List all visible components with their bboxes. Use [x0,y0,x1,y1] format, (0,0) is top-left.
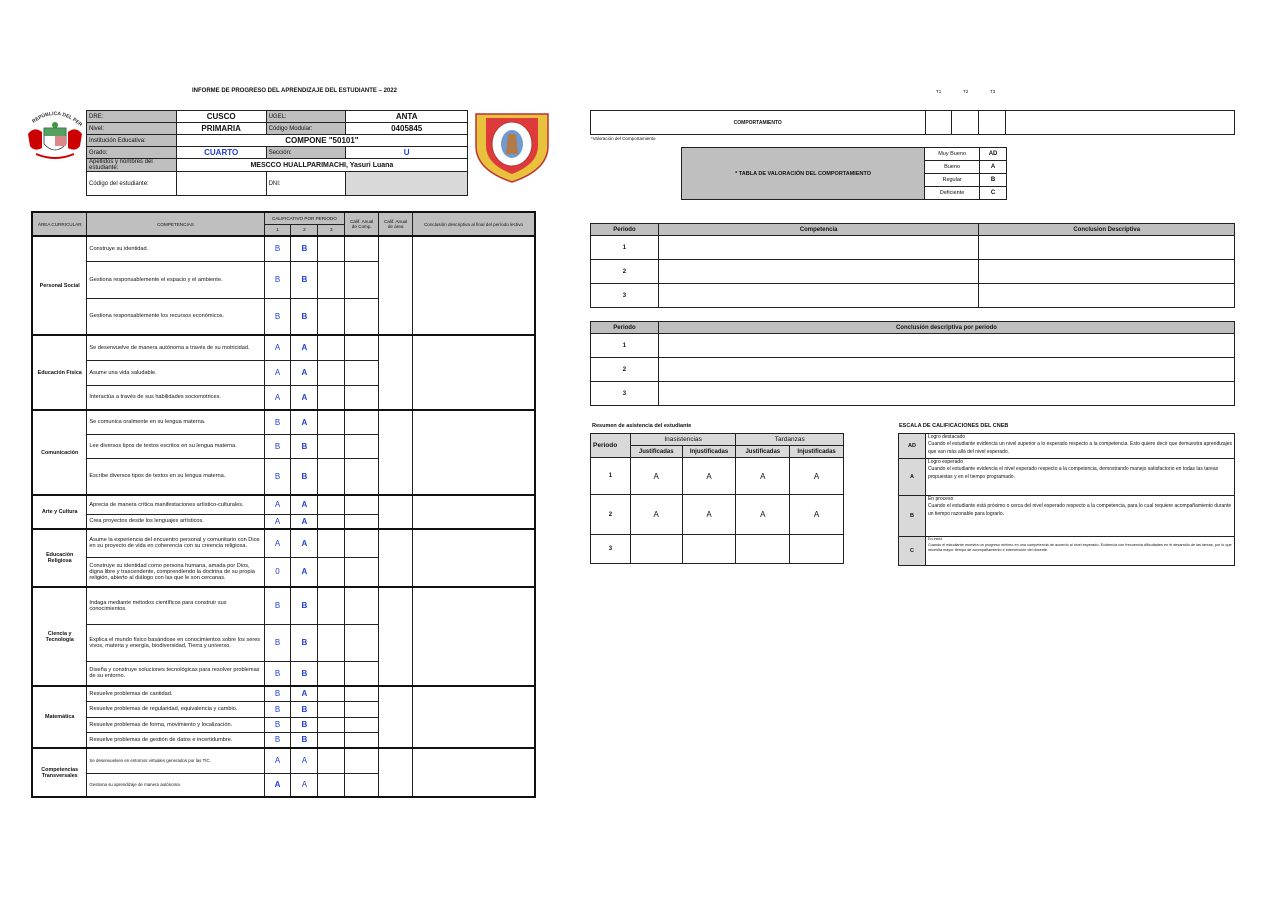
pt-row [591,236,1235,260]
anual-comp-cell [345,360,379,385]
anual-area-cell [379,236,413,335]
t2-label: T2 [963,89,969,94]
grade-period-2: A [291,529,318,557]
grade-period-1: A [264,529,291,557]
ugel-value: ANTA [346,111,468,123]
pt-header-periodo: Periodo [591,224,659,236]
pt-row [591,284,1235,308]
grade-period-2: B [291,661,318,686]
scale-level-title: En inicio [927,537,943,541]
grade-period-2: B [291,587,318,624]
grade-period-3 [318,335,345,360]
scale-desc [925,496,1234,537]
scale-level-desc: Cuando el estudiante evidencia el nivel esperado respecto a la competencia, demostrando manejo satisfactorio en todas las tareas propuestas y en el tiempo programado. [927,466,1219,480]
competencia-text: Gestiona su aprendizaje de manera autónoma. [87,773,264,797]
header-period-1: 1 [264,224,291,236]
t3-label: T3 [990,89,996,94]
anual-area-cell [379,748,413,797]
grade-period-2: A [291,385,318,410]
conclusion-cell [413,236,535,335]
attendance-title: Resumen de asistencia del estudiante [592,423,692,429]
att-value: A [682,495,736,535]
competencia-text: Diseña y construye soluciones tecnológicas para resolver problemas de su entorno. [87,661,264,686]
area-mat: Matemática [32,686,87,748]
scale-table [898,433,1235,566]
att-period: 1 [591,458,631,495]
pt-competencia [658,260,978,284]
attendance-row [591,535,844,564]
conclusion-period-table [590,321,1235,406]
competencia-text: Interactúa a través de sus habilidades sociomotrices. [87,385,264,410]
grade-period-1: B [264,298,291,335]
header-calificativo: CALIFICATIVO POR PERIODO [264,212,345,224]
anual-comp-cell [345,385,379,410]
scale-level-desc: Cuando el estudiante muestra un progreso mínimo en una competencia de acuerdo al nivel esperado. Evidencia con frecuencia dificultades en el desarrollo de las tareas, por lo que necesita mayor tiempo de acompañamiento e intervención del docente. [927,542,1232,552]
scale-level-desc: Cuando el estudiante evidencia un nivel superior a lo esperado respecto a la competencia. Esto quiere decir que demuestra aprendizajes que van más allá del nivel esperado. [927,441,1233,455]
grade-row [32,529,535,557]
grade-row [32,236,535,261]
pt-period: 1 [591,236,659,260]
anual-comp-cell [345,410,379,434]
header-anual-comp: Calif. Anual de Comp. [345,212,379,236]
att-value [630,535,682,564]
grade-row [32,495,535,514]
grade-period-3 [318,360,345,385]
anual-comp-cell [345,557,379,587]
scale-title: ESCALA DE CALIFICACIONES DEL CNEB [899,423,1009,429]
pt-competencia [658,236,978,260]
anual-comp-cell [345,458,379,495]
scale-key: A [899,459,926,496]
grade-period-3 [318,495,345,514]
valoracion-key: Regular [925,174,980,187]
anual-comp-cell [345,298,379,335]
ct-conclusion [658,382,1234,406]
conclusion-cell [413,410,535,495]
valoracion-value: A [980,161,1007,174]
grade-period-1: B [264,236,291,261]
anual-comp-cell [345,661,379,686]
competencia-text: Resuelve problemas de regularidad, equivalencia y cambio. [87,701,264,717]
valoracion-row [682,148,1007,161]
scale-level-title: Logro destacado [927,434,966,440]
competencia-text: Resuelve problemas de forma, movimiento y localización. [87,717,264,732]
competencia-text: Se desenvuelven en entornos virtuales generados por las TIC. [87,748,264,773]
att-header-inasistencias: Inasistencias [630,434,736,446]
anual-area-cell [379,410,413,495]
behavior-label: COMPORTAMIENTO [591,111,926,135]
nivel-label: Nivel: [87,123,177,135]
att-period: 3 [591,535,631,564]
competencia-text: Resuelve problemas de cantidad. [87,686,264,701]
att-value [790,535,844,564]
attendance-row [591,495,844,535]
grade-row [32,587,535,624]
att-header-tard-just: Justificadas [736,446,790,458]
grade-period-2: B [291,298,318,335]
conclusion-cell [413,335,535,410]
grade-period-3 [318,686,345,701]
grade-period-2: B [291,458,318,495]
grade-period-3 [318,434,345,458]
valoracion-value: AD [980,148,1007,161]
scale-level-desc: Cuando el estudiante está próximo o cerca del nivel esperado respecto a la competencia, para lo cual requiere acompañamiento durante un tiempo razonable para lograrlo. [927,503,1232,517]
grade-period-1: B [264,701,291,717]
scale-row [899,537,1235,566]
conclusion-cell [413,495,535,529]
anual-comp-cell [345,732,379,748]
grade-period-1: B [264,624,291,661]
conclusion-cell [413,529,535,587]
pt-conclusion [979,260,1235,284]
att-value: A [736,458,790,495]
behavior-t1 [925,111,952,135]
anual-comp-cell [345,261,379,298]
area-ps: Personal Social [32,236,87,335]
behavior-table [590,110,1235,135]
scale-desc [925,537,1234,566]
grade-period-3 [318,717,345,732]
grade-period-3 [318,748,345,773]
pt-period: 3 [591,284,659,308]
nombre-label: Apellidos y nombres del estudiante: [87,159,177,172]
grade-period-1: A [264,360,291,385]
grade-period-1: B [264,458,291,495]
attendance-row [591,458,844,495]
header-anual-area: Calif. Anual de área [379,212,413,236]
conclusion-cell [413,686,535,748]
seccion-label: Sección: [266,147,346,159]
period-competencia-table [590,223,1235,308]
competencia-text: Construye su identidad como persona humana, amada por Dios, digna libre y trascendente, comprendiendo la doctrina de su propia religión, abierto al diálogo con las que le son cercanas. [87,557,264,587]
grade-period-1: B [264,587,291,624]
grade-row [32,748,535,773]
scale-desc [925,459,1234,496]
pt-conclusion [979,236,1235,260]
grade-period-1: A [264,514,291,529]
ct-header-conclusion: Conclusión descriptiva por periodo [658,322,1234,334]
grade-period-2: A [291,557,318,587]
grade-period-2: B [291,624,318,661]
grade-row [32,335,535,360]
att-value [682,535,736,564]
area-ct: Ciencia y Tecnología [32,587,87,686]
header-conclusion: Conclusión descriptiva al final del período lectivo [413,212,535,236]
att-value: A [630,495,682,535]
dre-label: DRE: [87,111,177,123]
grade-period-2: A [291,514,318,529]
pt-header-conclusion: Conclusion Descriptiva [979,224,1235,236]
valoracion-table [681,147,1007,200]
att-header-inas-just: Justificadas [630,446,682,458]
ct-period: 1 [591,334,659,358]
area-er: Educación Religiosa [32,529,87,587]
pt-period: 2 [591,260,659,284]
grade-period-2: A [291,495,318,514]
grade-period-2: A [291,686,318,701]
grade-period-2: A [291,335,318,360]
competencia-text: Aprecia de manera crítica manifestaciones artístico-culturales. [87,495,264,514]
peru-coat-of-arms [24,108,86,162]
att-header-tardanzas: Tardanzas [736,434,844,446]
att-value: A [736,495,790,535]
anual-area-cell [379,335,413,410]
scale-level-title: Logro esperado [927,459,963,465]
conclusion-cell [413,587,535,686]
behavior-t3 [979,111,1006,135]
grado-value: CUARTO [176,147,266,159]
anual-comp-cell [345,335,379,360]
grade-period-3 [318,732,345,748]
ct-period: 3 [591,382,659,406]
pt-row [591,260,1235,284]
ugel-label: UGEL: [266,111,346,123]
scale-key: C [899,537,926,566]
anual-area-cell [379,495,413,529]
ct-row [591,382,1235,406]
anual-area-cell [379,686,413,748]
behavior-note: *Valoración del Comportamiento [591,136,656,141]
grade-period-1: B [264,261,291,298]
competencia-text: Explica el mundo físico basándose en conocimientos sobre los seres vivos, materia y energía, biodiversidad, Tierra y universo. [87,624,264,661]
anual-comp-cell [345,686,379,701]
competencia-text: Se desenvuelve de manera autónoma a través de su motricidad. [87,335,264,360]
grade-period-1: B [264,661,291,686]
dre-value: CUSCO [176,111,266,123]
grade-period-1: B [264,732,291,748]
valoracion-key: Bueno [925,161,980,174]
grades-table [31,211,536,798]
att-value: A [790,495,844,535]
dni-value [346,172,468,196]
att-value: A [682,458,736,495]
att-period: 2 [591,495,631,535]
header-period-2: 2 [291,224,318,236]
conclusion-cell [413,748,535,797]
ct-header-periodo: Periodo [591,322,659,334]
codmod-value: 0405845 [346,123,468,135]
competencia-text: Construye su identidad. [87,236,264,261]
scale-level-title: En proceso [927,496,954,502]
anual-comp-cell [345,236,379,261]
scale-key: AD [899,434,926,459]
header-area: ÁREA CURRICULAR [32,212,87,236]
anual-comp-cell [345,717,379,732]
competencia-text: Gestiona responsablemente el espacio y el ambiente. [87,261,264,298]
grade-period-2: A [291,773,318,797]
ct-row [591,334,1235,358]
att-header-periodo: Periodo [591,434,631,458]
ie-label: Institución Educativa: [87,135,177,147]
grade-period-1: B [264,686,291,701]
behavior-comment [1006,111,1235,135]
nivel-value: PRIMARIA [176,123,266,135]
scale-row [899,459,1235,496]
grade-period-3 [318,624,345,661]
anual-comp-cell [345,495,379,514]
codmod-label: Código Modular: [266,123,346,135]
anual-comp-cell [345,773,379,797]
anual-comp-cell [345,514,379,529]
anual-comp-cell [345,701,379,717]
ct-conclusion [658,334,1234,358]
grade-period-3 [318,410,345,434]
grade-row [32,686,535,701]
anual-comp-cell [345,624,379,661]
grade-period-1: B [264,410,291,434]
att-header-inas-injust: Injustificadas [682,446,736,458]
grade-period-2: B [291,732,318,748]
grado-label: Grado: [87,147,177,159]
grade-period-3 [318,773,345,797]
competencia-text: Gestiona responsablemente los recursos económicos. [87,298,264,335]
competencia-text: Resuelve problemas de gestión de datos e incertidumbre. [87,732,264,748]
att-value: A [790,458,844,495]
grade-period-3 [318,298,345,335]
codigo-value [176,172,266,196]
ct-period: 2 [591,358,659,382]
grade-period-2: B [291,261,318,298]
pt-header-competencia: Competencia [658,224,978,236]
ct-row [591,358,1235,382]
nombre-value: MESCCO HUALLPARIMACHI, Yasuri Luana [176,159,467,172]
competencia-text: Asume una vida saludable. [87,360,264,385]
behavior-t2 [952,111,979,135]
grade-period-3 [318,236,345,261]
anual-comp-cell [345,529,379,557]
grade-period-1: B [264,717,291,732]
valoracion-title: * TABLA DE VALORACIÓN DEL COMPORTAMIENTO [682,148,925,200]
dni-label: DNI: [266,172,346,196]
anual-area-cell [379,529,413,587]
att-header-tard-injust: Injustificadas [790,446,844,458]
grade-period-3 [318,701,345,717]
anual-comp-cell [345,748,379,773]
school-crest-logo [474,110,550,184]
valoracion-key: Muy Bueno [925,148,980,161]
area-com: Comunicación [32,410,87,495]
grade-period-2: B [291,717,318,732]
grade-period-1: 0 [264,557,291,587]
grade-period-2: B [291,236,318,261]
grade-period-3 [318,661,345,686]
grade-period-3 [318,529,345,557]
competencia-text: Asume la experiencia del encuentro personal y comunitario con Dios en su proyecto de vida en coherencia con su creencia religiosa. [87,529,264,557]
att-value: A [630,458,682,495]
grade-period-2: A [291,748,318,773]
anual-comp-cell [345,434,379,458]
seccion-value: U [346,147,468,159]
grade-period-1: A [264,335,291,360]
area-tr: Competencias Transversales [32,748,87,797]
grade-period-2: A [291,410,318,434]
grade-period-3 [318,587,345,624]
pt-conclusion [979,284,1235,308]
valoracion-value: B [980,174,1007,187]
attendance-table [590,433,844,564]
scale-key: B [899,496,926,537]
report-title: INFORME DE PROGRESO DEL APRENDIZAJE DEL ESTUDIANTE – 2022 [192,88,397,94]
grade-period-1: B [264,434,291,458]
ct-conclusion [658,358,1234,382]
ie-value: COMPONE "50101" [176,135,467,147]
grade-period-3 [318,385,345,410]
valoracion-value: C [980,187,1007,200]
att-value [736,535,790,564]
competencia-text: Lee diversos tipos de textos escritos en su lengua materna. [87,434,264,458]
grade-period-2: B [291,434,318,458]
area-ef: Educación Física [32,335,87,410]
anual-comp-cell [345,587,379,624]
grade-period-2: A [291,360,318,385]
grade-period-1: A [264,773,291,797]
scale-desc [925,434,1234,459]
grade-period-3 [318,458,345,495]
scale-row [899,434,1235,459]
grade-period-3 [318,557,345,587]
competencia-text: Se comunica oralmente en su lengua materna. [87,410,264,434]
competencia-text: Escribe diversos tipos de textos en su lengua materna. [87,458,264,495]
competencia-text: Crea proyectos desde los lenguajes artísticos. [87,514,264,529]
competencia-text: Indaga mediante métodos científicos para construir sus conocimientos. [87,587,264,624]
grade-period-2: B [291,701,318,717]
grade-period-3 [318,261,345,298]
grade-period-1: A [264,748,291,773]
pt-competencia [658,284,978,308]
codigo-label: Código del estudiante: [87,172,177,196]
grade-period-1: A [264,385,291,410]
t1-label: T1 [936,89,942,94]
scale-row [899,496,1235,537]
anual-area-cell [379,587,413,686]
grade-row [32,410,535,434]
peru-text: REPÚBLICA DEL PER [31,110,84,128]
header-competencias: COMPETENCIAS [87,212,264,236]
header-period-3: 3 [318,224,345,236]
grade-period-3 [318,514,345,529]
area-ac: Arte y Cultura [32,495,87,529]
grade-period-1: A [264,495,291,514]
valoracion-key: Deficiente [925,187,980,200]
student-info-table [86,110,468,196]
